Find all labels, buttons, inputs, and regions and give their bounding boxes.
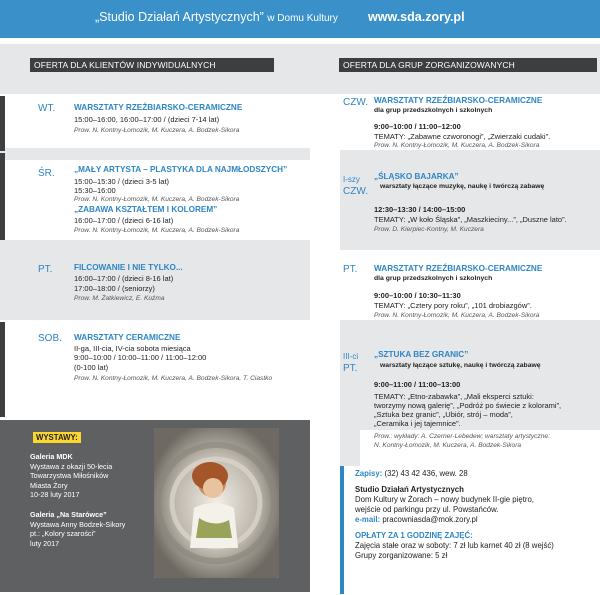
sob-credit: Prow. N. Kontny-Łomozik, M. Kuczera, A. Bodzek-Sikora, T. Ciastko xyxy=(74,375,273,382)
fee-title: OPŁATY ZA 1 GODZINĘ ZAJĘĆ: xyxy=(355,531,473,540)
email-label: e-mail: xyxy=(355,515,381,524)
pt-right-sub: dla grup przedszkolnych i szkolnych xyxy=(374,275,493,282)
sob-age: (0-100 lat) xyxy=(74,363,109,372)
day-sob: SOB. xyxy=(38,333,62,344)
sr-credit2: Prow. N. Kontny-Łomozik, M. Kuczera, A. Bodzek-Sikora xyxy=(74,227,240,234)
sr-hours1a: 15:00–15:30 / (dzieci 3-5 lat) xyxy=(74,177,170,186)
day-czw: CZW. xyxy=(343,97,368,108)
pt3-credit2: N. Kontny-Łomozik, M. Kuczera, A. Bodzek-Sikora xyxy=(374,442,522,449)
day-wt: WT. xyxy=(38,103,56,114)
wt-title: WARSZTATY RZEŹBIARSKO-CERAMICZNE xyxy=(74,103,243,112)
header-url[interactable]: www.sda.zory.pl xyxy=(368,10,465,24)
left-column-heading: OFERTA DLA KLIENTÓW INDYWIDUALNYCH xyxy=(30,58,274,72)
artist-photo xyxy=(154,428,279,578)
sr-title2: „ZABAWA KSZTAŁTEM I KOLOREM” xyxy=(74,205,218,214)
day-pt-right: PT. xyxy=(343,264,358,275)
czw-topics: TEMATY: „Zabawne czworonogi”, „Zwierzaki cudaki”. xyxy=(374,132,551,141)
pt-right-title: WARSZTATY RZEŹBIARSKO-CERAMICZNE xyxy=(374,264,543,273)
sr-title1: „MAŁY ARTYSTA – PLASTYKA DLA NAJMŁODSZYCH” xyxy=(74,165,288,174)
pt3-sub: warsztaty łączące sztukę, naukę i twórczą zabawę xyxy=(380,362,541,369)
pt-left-credit: Prow. M. Żatkiewicz, E. Kuźma xyxy=(74,295,165,302)
day-pt3-a: III-ci xyxy=(343,352,359,361)
pt3-credit1: Prow.: wykłady: A. Czerner-Lebedew; warsztaty artystyczne: xyxy=(374,433,550,440)
sob-title: WARSZTATY CERAMICZNE xyxy=(74,333,181,342)
czw2-topics: TEMATY: „W koło Śląska”, „Maszkieciny...”, „Duszne lato”. xyxy=(374,215,567,224)
pt3-topics1: TEMATY: „Etno-zabawka”, „Mali eksperci sztuki: xyxy=(374,392,534,401)
day-czw2-b: CZW. xyxy=(343,186,368,197)
pt3-hours: 9:00–11:00 / 11:00–13:00 xyxy=(374,380,461,389)
pt-left-hours2: 17:00–18:00 / (seniorzy) xyxy=(74,284,155,293)
wt-credit: Prow. N. Kontny-Łomozik, M. Kuczera, A. Bodzek-Sikora xyxy=(74,127,240,134)
czw2-sub: warsztaty łączące muzykę, naukę i twórczą zabawę xyxy=(380,183,545,190)
pt3-topics3: „Sztuka bez granic”, „Ubiór, strój – moda”, xyxy=(374,410,513,419)
czw-sub: dla grup przedszkolnych i szkolnych xyxy=(374,107,493,114)
czw-title: WARSZTATY RZEŹBIARSKO-CERAMICZNE xyxy=(374,96,543,105)
pt-right-topics: TEMATY: „Cztery pory roku”, „101 drobiazgów”. xyxy=(374,301,532,310)
wt-hours: 15:00–16:00, 16:00–17:00 / (dzieci 7-14 lat) xyxy=(74,115,220,124)
czw-hours: 9:00–10:00 / 11:00–12:00 xyxy=(374,122,461,131)
day-pt3-b: PT. xyxy=(343,363,358,374)
sob-hours: 9:00–10:00 / 10:00–11:00 / 11:00–12:00 xyxy=(74,353,207,362)
header-bar xyxy=(0,0,600,38)
day-czw2-a: I-szy xyxy=(343,175,360,184)
czw2-credit: Prow. D. Kierpiec-Kontny, M. Kuczera xyxy=(374,226,484,233)
exhibition-2: Galeria „Na Starówce” Wystawa Anny Bodzek-Sikory pt.: „Kolory szarości” luty 2017 xyxy=(30,510,126,548)
day-pt-left: PT. xyxy=(38,264,53,275)
czw2-hours: 12:30–13:30 / 14:00–15:00 xyxy=(374,205,466,214)
pt-right-credit: Prow. N. Kontny-Łomozik, M. Kuczera, A. Bodzek-Sikora xyxy=(374,312,540,319)
header-title: „Studio Działań Artystycznych” w Domu Kultury xyxy=(95,10,338,24)
czw-credit: Prow. N. Kontny-Łomozik, M. Kuczera, A. Bodzek-Sikora xyxy=(374,142,540,149)
sr-credit1: Prow. N. Kontny-Łomozik, M. Kuczera, A. Bodzek-Sikora xyxy=(74,196,240,203)
zapisy-label: Zapisy: xyxy=(355,469,383,478)
pt-left-hours1: 16:00–17:00 / (dzieci 8-16 lat) xyxy=(74,274,174,283)
pt-right-hours: 9:00–10:00 / 10:30–11:30 xyxy=(374,291,461,300)
pt3-topics2: tworzymy nową galerię”, „Podróż po świecie z kolorami”, xyxy=(374,401,562,410)
address-line2: wejście od parkingu przy ul. Powstańców. xyxy=(355,505,499,514)
fee-line1: Zajęcia stałe oraz w soboty: 7 zł lub karnet 40 zł (8 wejść) xyxy=(355,541,554,550)
day-sr: ŚR. xyxy=(38,168,55,179)
sr-hours2: 16:00–17:00 / (dzieci 6-16 lat) xyxy=(74,216,174,225)
email-link[interactable]: pracowniasda@mok.zory.pl xyxy=(382,515,478,524)
pt3-title: „SZTUKA BEZ GRANIC” xyxy=(374,350,469,359)
zapisy-phone[interactable]: (32) 43 42 436, wew. 28 xyxy=(384,469,468,478)
exhibitions-heading: WYSTAWY: xyxy=(33,432,81,443)
studio-name: Studio Działań Artystycznych xyxy=(355,485,464,494)
address-line1: Dom Kultury w Żorach – nowy budynek II-gie piętro, xyxy=(355,495,534,504)
right-column-heading: OFERTA DLA GRUP ZORGANIZOWANYCH xyxy=(339,58,597,72)
sob-sub: II-ga, III-cia, IV-cia sobota miesiąca xyxy=(74,344,191,353)
pt3-topics4: „Ceramika i jej tajemnice”. xyxy=(374,419,461,428)
czw2-title: „ŚLĄSKO BAJARKA” xyxy=(374,172,459,181)
pt-left-title: FILCOWANIE I NIE TYLKO... xyxy=(74,263,183,272)
fee-line2: Grupy zorganizowane: 5 zł xyxy=(355,551,448,560)
sr-hours1b: 15:30–16:00 xyxy=(74,186,116,195)
contact-block xyxy=(355,469,554,561)
exhibition-1: Galeria MDK Wystawa z okazji 50-lecia Towarzystwa Miłośników Miasta Żory 10-28 luty 2017 xyxy=(30,452,113,499)
